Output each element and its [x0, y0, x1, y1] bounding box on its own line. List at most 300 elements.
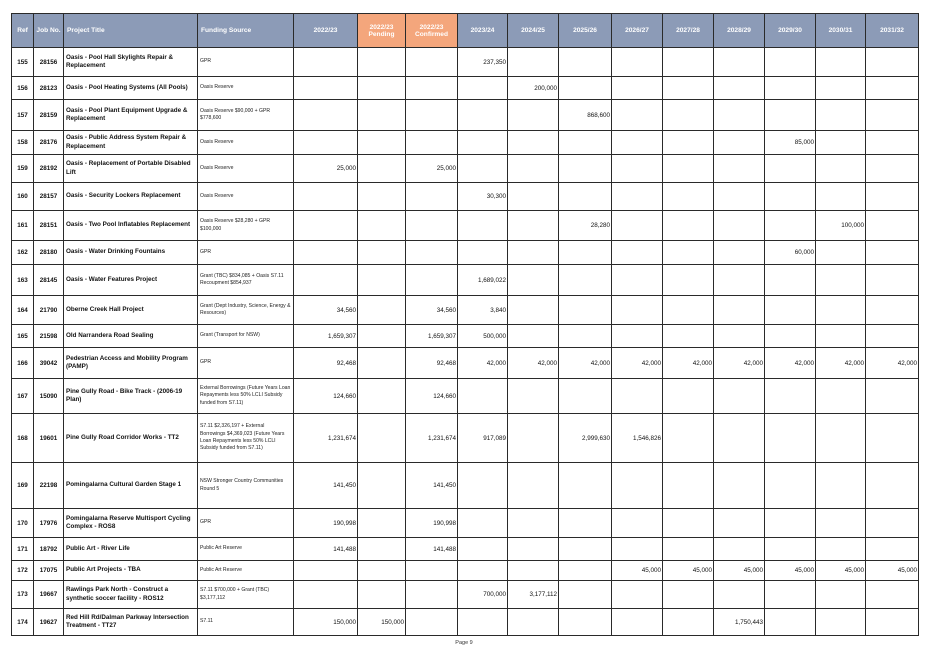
- amount-cell: [816, 509, 866, 538]
- funding-source-cell: Grant (Transport for NSW): [198, 325, 294, 348]
- amount-cell: [612, 131, 663, 155]
- table-row: [12, 561, 919, 581]
- amount-cell: [559, 581, 612, 609]
- table-row: [12, 509, 919, 538]
- funding-source-cell: Oasis Reserve $90,000 + GPR $778,600: [198, 100, 294, 131]
- amount-cell: [714, 325, 765, 348]
- amount-cell: [559, 265, 612, 296]
- amount-cell: 868,600: [559, 100, 612, 131]
- amount-cell: [816, 155, 866, 183]
- amount-cell: 1,231,674: [294, 414, 358, 463]
- amount-cell: [358, 414, 406, 463]
- header-2024-25: 2024/25: [508, 14, 559, 48]
- amount-cell: 34,560: [406, 296, 458, 325]
- job-number-cell: 21598: [34, 325, 64, 348]
- amount-cell: [458, 538, 508, 561]
- amount-cell: 200,000: [508, 77, 559, 100]
- amount-cell: [406, 183, 458, 211]
- amount-cell: [458, 131, 508, 155]
- amount-cell: [714, 77, 765, 100]
- amount-cell: [714, 509, 765, 538]
- amount-cell: [559, 561, 612, 581]
- amount-cell: [663, 296, 714, 325]
- amount-cell: [816, 265, 866, 296]
- amount-cell: [358, 538, 406, 561]
- amount-cell: [765, 265, 816, 296]
- ref-cell: 173: [12, 581, 34, 609]
- amount-cell: [765, 77, 816, 100]
- table-row: [12, 463, 919, 509]
- amount-cell: 1,659,307: [406, 325, 458, 348]
- ref-cell: 171: [12, 538, 34, 561]
- amount-cell: 42,000: [559, 348, 612, 379]
- amount-cell: [406, 131, 458, 155]
- amount-cell: [358, 211, 406, 241]
- table-row: [12, 77, 919, 100]
- amount-cell: [406, 77, 458, 100]
- ref-cell: 161: [12, 211, 34, 241]
- funding-source-cell: Oasis Reserve: [198, 183, 294, 211]
- amount-cell: [458, 609, 508, 636]
- job-number-cell: 19667: [34, 581, 64, 609]
- amount-cell: [406, 241, 458, 265]
- amount-cell: [663, 581, 714, 609]
- project-title-cell: Oberne Creek Hall Project: [64, 296, 198, 325]
- amount-cell: [765, 509, 816, 538]
- amount-cell: [612, 265, 663, 296]
- amount-cell: [358, 463, 406, 509]
- ref-cell: 174: [12, 609, 34, 636]
- amount-cell: [559, 379, 612, 414]
- amount-cell: [508, 509, 559, 538]
- amount-cell: 45,000: [714, 561, 765, 581]
- project-title-cell: Red Hill Rd/Dalman Parkway Intersection Treatment - TT27: [64, 609, 198, 636]
- amount-cell: [358, 77, 406, 100]
- amount-cell: [294, 48, 358, 77]
- amount-cell: [816, 325, 866, 348]
- amount-cell: 92,468: [406, 348, 458, 379]
- job-number-cell: 17976: [34, 509, 64, 538]
- amount-cell: [866, 414, 919, 463]
- amount-cell: 150,000: [358, 609, 406, 636]
- amount-cell: [406, 561, 458, 581]
- project-title-cell: Oasis - Pool Heating Systems (All Pools): [64, 77, 198, 100]
- amount-cell: [294, 183, 358, 211]
- amount-cell: [458, 211, 508, 241]
- amount-cell: 45,000: [816, 561, 866, 581]
- amount-cell: 1,689,022: [458, 265, 508, 296]
- table-row: [12, 379, 919, 414]
- job-number-cell: 39042: [34, 348, 64, 379]
- amount-cell: 190,998: [294, 509, 358, 538]
- funding-source-cell: Public Art Reserve: [198, 538, 294, 561]
- amount-cell: [358, 325, 406, 348]
- amount-cell: [866, 463, 919, 509]
- project-title-cell: Old Narrandera Road Sealing: [64, 325, 198, 348]
- amount-cell: 917,089: [458, 414, 508, 463]
- amount-cell: [816, 414, 866, 463]
- amount-cell: [663, 538, 714, 561]
- amount-cell: [663, 325, 714, 348]
- amount-cell: [358, 100, 406, 131]
- amount-cell: 42,000: [816, 348, 866, 379]
- amount-cell: [358, 155, 406, 183]
- amount-cell: [559, 538, 612, 561]
- amount-cell: [406, 211, 458, 241]
- amount-cell: [714, 48, 765, 77]
- amount-cell: [663, 241, 714, 265]
- table-row: [12, 131, 919, 155]
- amount-cell: [508, 265, 559, 296]
- table-row: [12, 48, 919, 77]
- amount-cell: [508, 296, 559, 325]
- amount-cell: [508, 131, 559, 155]
- header-ref: Ref: [12, 14, 34, 48]
- amount-cell: 34,560: [294, 296, 358, 325]
- amount-cell: [866, 77, 919, 100]
- table-row: [12, 609, 919, 636]
- ref-cell: 169: [12, 463, 34, 509]
- amount-cell: [816, 581, 866, 609]
- project-title-cell: Public Art Projects - TBA: [64, 561, 198, 581]
- amount-cell: [458, 561, 508, 581]
- amount-cell: [612, 155, 663, 183]
- amount-cell: [765, 538, 816, 561]
- amount-cell: 237,350: [458, 48, 508, 77]
- amount-cell: [663, 155, 714, 183]
- page-number: Page 9: [455, 640, 473, 646]
- table-row: [12, 155, 919, 183]
- amount-cell: 124,660: [406, 379, 458, 414]
- job-number-cell: 15090: [34, 379, 64, 414]
- funding-source-cell: Oasis Reserve: [198, 155, 294, 183]
- funding-source-cell: Grant (TBC) $834,085 + Oasis S7.11 Recoupment $854,937: [198, 265, 294, 296]
- amount-cell: [358, 131, 406, 155]
- amount-cell: [458, 155, 508, 183]
- amount-cell: [458, 77, 508, 100]
- amount-cell: [559, 325, 612, 348]
- amount-cell: [765, 296, 816, 325]
- amount-cell: [866, 379, 919, 414]
- amount-cell: 1,231,674: [406, 414, 458, 463]
- amount-cell: [294, 77, 358, 100]
- ref-cell: 164: [12, 296, 34, 325]
- job-number-cell: 28145: [34, 265, 64, 296]
- project-title-cell: Oasis - Pool Plant Equipment Upgrade & Replacement: [64, 100, 198, 131]
- table-row: [12, 581, 919, 609]
- amount-cell: [358, 581, 406, 609]
- amount-cell: [508, 609, 559, 636]
- project-title-cell: Pomingalarna Reserve Multisport Cycling Complex - ROS8: [64, 509, 198, 538]
- amount-cell: [663, 265, 714, 296]
- amount-cell: 3,177,112: [508, 581, 559, 609]
- amount-cell: [663, 100, 714, 131]
- amount-cell: [559, 509, 612, 538]
- amount-cell: [358, 348, 406, 379]
- amount-cell: [294, 265, 358, 296]
- amount-cell: 1,659,307: [294, 325, 358, 348]
- amount-cell: [612, 581, 663, 609]
- amount-cell: [508, 538, 559, 561]
- amount-cell: [612, 296, 663, 325]
- table-row: [12, 100, 919, 131]
- amount-cell: 141,488: [406, 538, 458, 561]
- funding-source-cell: S7.11 $700,000 + Grant (TBC) $3,177,112: [198, 581, 294, 609]
- job-number-cell: 28159: [34, 100, 64, 131]
- header-funding-source: Funding Source: [198, 14, 294, 48]
- amount-cell: 42,000: [765, 348, 816, 379]
- amount-cell: [866, 325, 919, 348]
- project-title-cell: Pedestrian Access and Mobility Program (PAMP): [64, 348, 198, 379]
- table-row: [12, 325, 919, 348]
- funding-source-cell: GPR: [198, 48, 294, 77]
- table-row: [12, 183, 919, 211]
- amount-cell: [714, 538, 765, 561]
- amount-cell: [714, 296, 765, 325]
- amount-cell: 92,468: [294, 348, 358, 379]
- amount-cell: [294, 561, 358, 581]
- amount-cell: [816, 463, 866, 509]
- amount-cell: [508, 155, 559, 183]
- funding-source-cell: GPR: [198, 241, 294, 265]
- amount-cell: [663, 77, 714, 100]
- job-number-cell: 17075: [34, 561, 64, 581]
- amount-cell: [508, 325, 559, 348]
- table-row: [12, 211, 919, 241]
- amount-cell: [714, 379, 765, 414]
- amount-cell: [612, 211, 663, 241]
- amount-cell: [866, 296, 919, 325]
- ref-cell: 157: [12, 100, 34, 131]
- job-number-cell: 28151: [34, 211, 64, 241]
- amount-cell: [612, 463, 663, 509]
- amount-cell: 700,000: [458, 581, 508, 609]
- header-2025-26: 2025/26: [559, 14, 612, 48]
- amount-cell: [612, 100, 663, 131]
- amount-cell: [294, 211, 358, 241]
- amount-cell: [663, 379, 714, 414]
- amount-cell: [612, 538, 663, 561]
- job-number-cell: 28192: [34, 155, 64, 183]
- ref-cell: 170: [12, 509, 34, 538]
- amount-cell: [816, 100, 866, 131]
- table-row: [12, 265, 919, 296]
- header-2031-32: 2031/32: [866, 14, 919, 48]
- project-title-cell: Oasis - Two Pool Inflatables Replacement: [64, 211, 198, 241]
- header-2029-30: 2029/30: [765, 14, 816, 48]
- project-title-cell: Pine Gully Road Corridor Works - TT2: [64, 414, 198, 463]
- job-number-cell: 21790: [34, 296, 64, 325]
- table-row: [12, 241, 919, 265]
- header-row: [12, 14, 919, 48]
- amount-cell: [559, 48, 612, 77]
- amount-cell: [559, 609, 612, 636]
- amount-cell: [714, 211, 765, 241]
- amount-cell: [458, 100, 508, 131]
- amount-cell: [406, 609, 458, 636]
- amount-cell: [866, 538, 919, 561]
- amount-cell: [866, 581, 919, 609]
- amount-cell: [663, 509, 714, 538]
- amount-cell: [358, 296, 406, 325]
- amount-cell: [508, 414, 559, 463]
- amount-cell: [358, 183, 406, 211]
- amount-cell: [508, 211, 559, 241]
- amount-cell: [765, 183, 816, 211]
- amount-cell: [663, 211, 714, 241]
- amount-cell: [508, 561, 559, 581]
- amount-cell: [458, 463, 508, 509]
- amount-cell: 190,998: [406, 509, 458, 538]
- ref-cell: 163: [12, 265, 34, 296]
- amount-cell: 85,000: [765, 131, 816, 155]
- amount-cell: [816, 609, 866, 636]
- amount-cell: [714, 100, 765, 131]
- amount-cell: [714, 265, 765, 296]
- amount-cell: [294, 581, 358, 609]
- funding-source-cell: S7.11: [198, 609, 294, 636]
- header-2023-24: 2023/24: [458, 14, 508, 48]
- amount-cell: 28,280: [559, 211, 612, 241]
- amount-cell: [612, 325, 663, 348]
- amount-cell: [406, 48, 458, 77]
- amount-cell: [294, 131, 358, 155]
- amount-cell: 42,000: [714, 348, 765, 379]
- amount-cell: [663, 414, 714, 463]
- amount-cell: [612, 379, 663, 414]
- amount-cell: 42,000: [866, 348, 919, 379]
- amount-cell: [663, 609, 714, 636]
- amount-cell: [866, 100, 919, 131]
- ref-cell: 168: [12, 414, 34, 463]
- amount-cell: [765, 414, 816, 463]
- amount-cell: [816, 241, 866, 265]
- header-2026-27: 2026/27: [612, 14, 663, 48]
- amount-cell: [866, 509, 919, 538]
- amount-cell: [559, 241, 612, 265]
- amount-cell: [612, 77, 663, 100]
- amount-cell: [458, 509, 508, 538]
- amount-cell: [663, 48, 714, 77]
- amount-cell: [612, 509, 663, 538]
- amount-cell: [358, 48, 406, 77]
- amount-cell: 150,000: [294, 609, 358, 636]
- amount-cell: [866, 265, 919, 296]
- amount-cell: [508, 463, 559, 509]
- project-title-cell: Oasis - Water Drinking Fountains: [64, 241, 198, 265]
- amount-cell: [559, 463, 612, 509]
- amount-cell: [765, 100, 816, 131]
- project-title-cell: Oasis - Replacement of Portable Disabled Lift: [64, 155, 198, 183]
- amount-cell: [866, 609, 919, 636]
- amount-cell: [508, 379, 559, 414]
- amount-cell: 2,999,630: [559, 414, 612, 463]
- amount-cell: [765, 155, 816, 183]
- amount-cell: [866, 48, 919, 77]
- amount-cell: [663, 131, 714, 155]
- amount-cell: 1,750,443: [714, 609, 765, 636]
- amount-cell: 1,546,826: [612, 414, 663, 463]
- funding-source-cell: GPR: [198, 509, 294, 538]
- amount-cell: [816, 183, 866, 211]
- header-2022-23: 2022/23: [294, 14, 358, 48]
- amount-cell: [406, 265, 458, 296]
- amount-cell: [612, 183, 663, 211]
- table-row: [12, 414, 919, 463]
- project-title-cell: Rawlings Park North - Construct a synthetic soccer facility - ROS12: [64, 581, 198, 609]
- amount-cell: 45,000: [866, 561, 919, 581]
- ref-cell: 160: [12, 183, 34, 211]
- amount-cell: 45,000: [663, 561, 714, 581]
- amount-cell: [612, 48, 663, 77]
- amount-cell: [663, 463, 714, 509]
- amount-cell: [508, 100, 559, 131]
- header-job-no: Job No.: [34, 14, 64, 48]
- table-row: [12, 348, 919, 379]
- amount-cell: [866, 155, 919, 183]
- amount-cell: [714, 183, 765, 211]
- amount-cell: [559, 131, 612, 155]
- funding-source-cell: GPR: [198, 348, 294, 379]
- ref-cell: 165: [12, 325, 34, 348]
- amount-cell: [816, 131, 866, 155]
- job-number-cell: 18792: [34, 538, 64, 561]
- table-body: [12, 48, 919, 636]
- amount-cell: 25,000: [406, 155, 458, 183]
- amount-cell: [866, 183, 919, 211]
- amount-cell: [765, 325, 816, 348]
- amount-cell: [765, 48, 816, 77]
- amount-cell: 42,000: [458, 348, 508, 379]
- amount-cell: [866, 131, 919, 155]
- amount-cell: [816, 379, 866, 414]
- ref-cell: 172: [12, 561, 34, 581]
- amount-cell: [406, 581, 458, 609]
- amount-cell: [714, 463, 765, 509]
- project-title-cell: Pomingalarna Cultural Garden Stage 1: [64, 463, 198, 509]
- amount-cell: [612, 241, 663, 265]
- amount-cell: 30,300: [458, 183, 508, 211]
- capital-works-table: [11, 13, 919, 636]
- job-number-cell: 28157: [34, 183, 64, 211]
- funding-source-cell: Oasis Reserve: [198, 131, 294, 155]
- project-title-cell: Oasis - Security Lockers Replacement: [64, 183, 198, 211]
- amount-cell: [714, 581, 765, 609]
- amount-cell: [816, 538, 866, 561]
- amount-cell: [559, 296, 612, 325]
- job-number-cell: 28176: [34, 131, 64, 155]
- funding-source-cell: Oasis Reserve $28,280 + GPR $100,000: [198, 211, 294, 241]
- amount-cell: 100,000: [816, 211, 866, 241]
- funding-source-cell: Public Art Reserve: [198, 561, 294, 581]
- job-number-cell: 28123: [34, 77, 64, 100]
- amount-cell: 141,450: [406, 463, 458, 509]
- amount-cell: 3,840: [458, 296, 508, 325]
- amount-cell: [294, 241, 358, 265]
- amount-cell: [714, 155, 765, 183]
- amount-cell: [559, 77, 612, 100]
- amount-cell: [508, 48, 559, 77]
- header-2030-31: 2030/31: [816, 14, 866, 48]
- project-title-cell: Public Art - River Life: [64, 538, 198, 561]
- job-number-cell: 19601: [34, 414, 64, 463]
- header-2022-23-pending: 2022/23 Pending: [358, 14, 406, 48]
- header-2027-28: 2027/28: [663, 14, 714, 48]
- amount-cell: [663, 183, 714, 211]
- table-row: [12, 538, 919, 561]
- amount-cell: 141,488: [294, 538, 358, 561]
- amount-cell: [559, 183, 612, 211]
